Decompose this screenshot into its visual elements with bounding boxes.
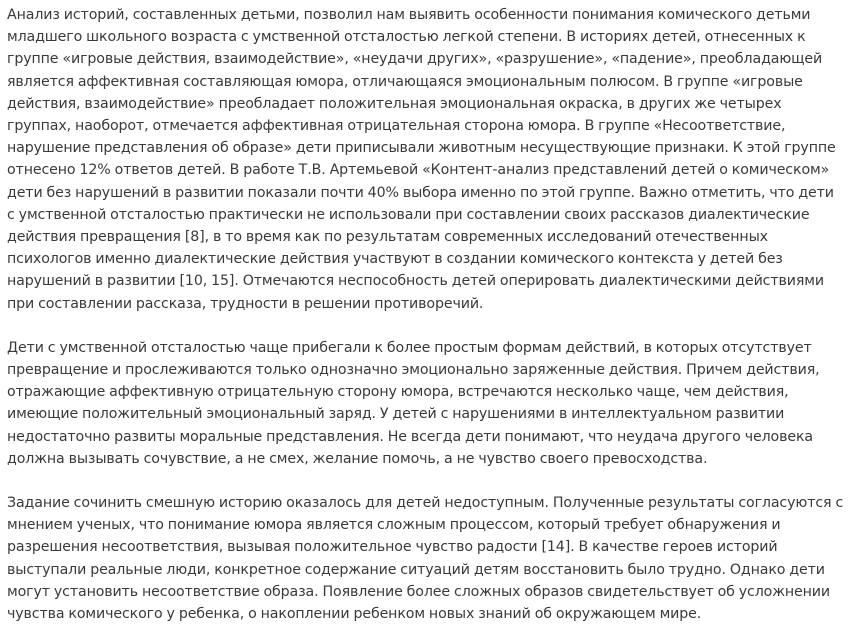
paragraph: Анализ историй, составленных детьми, позволил нам выявить особенности понимания комического детьми младшего школьного возраста с умственной отсталостью легкой степени. В историях детей, отнесенных к группе «игровые действия, взаимодействие», «неудачи других», «разрушение», «падение», преобладающей является аффективная составляющая юмора, отличающаяся эмоциональным полюсом. В группе «игровые действия, взаимодействие» преобладает положительная эмоциональная окраска, в других же четырех группах, наоборот, отмечается аффективная отрицательная сторона юмора. В группе «Несоответствие, нарушение представления об образе» дети приписывали животным несуществующие признаки. К этой группе отнесено 12% ответов детей. В работе Т.В. Артемьевой «Контент-анализ представлений детей о комическом» дети без нарушений в развитии показали почти 40% выбора именно по этой группе. Важно отметить, что дети с умственной отсталостью практически не использовали при составлении своих рассказов диалектические действия превращения [8], в то время как по результатам современных исследований отечественных психологов именно диалектические действия участвуют в создании комического контекста у детей без нарушений в развитии [10, 15]. Отмечаются неспособность детей оперировать диалектическими действиями при составлении рассказа, трудности в решении противоречий. [7,7,836,312]
paragraph: Задание сочинить смешную историю оказалось для детей недоступным. Полученные результаты согласуются с мнением ученых, что понимание юмора является сложным процессом, который требует обнаружения и разрешения несоответствия, вызывая положительное чувство радости [14]. В качестве героев историй выступали реальные люди, конкретное содержание ситуаций детям восстановить было трудно. Однако дети могут установить несоответствие образа. Появление более сложных образов свидетельствует об усложнении чувства комического у ребенка, о накоплении ребенком новых знаний об окружающем мире. [7,495,844,623]
paragraph: Дети с умственной отсталостью чаще прибегали к более простым формам действий, в которых отсутствует превращение и прослеживаются только однозначно эмоционально заряженные действия. Причем действия, отражающие аффективную отрицательную сторону юмора, встречаются несколько чаще, чем действия, имеющие положительный эмоциональный заряд. У детей с нарушениями в интеллектуальном развитии недостаточно развиты моральные представления. Не всегда дети понимают, что неудача другого человека должна вызывать сочувствие, а не смех, желание помочь, а не чувство своего превосходства. [7,339,820,467]
